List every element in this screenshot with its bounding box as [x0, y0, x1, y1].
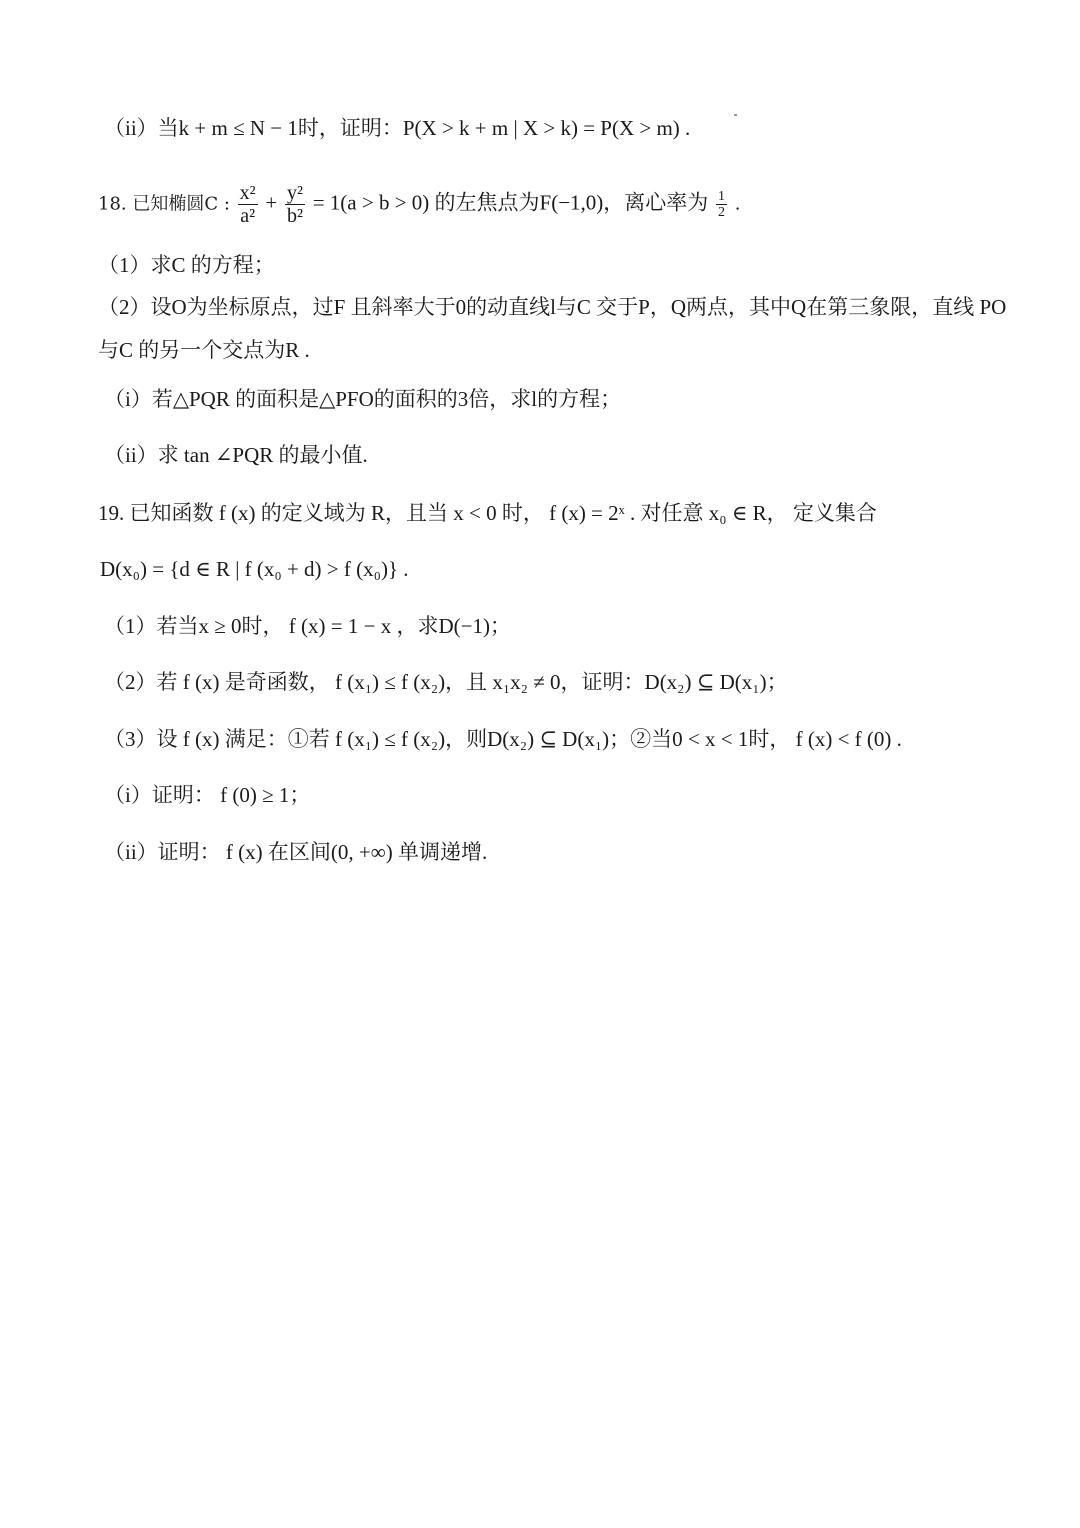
plus-sign: + — [265, 190, 278, 215]
q19-stem-text: 19. 已知函数 f (x) 的定义域为 R，且当 x < 0 时， f (x) = 2ˣ . 对任意 x₀ ∈ R， 定义集合 — [98, 501, 877, 525]
fraction-x2-a2 — [238, 182, 258, 227]
q19-part-1 — [0, 611, 1080, 643]
half-denominator: 2 — [718, 205, 726, 220]
q18-part-2-text: （2）设O为坐标原点，过F 且斜率大于0的动直线l与C 交于P，Q两点，其中Q在第三象限，直线 PO — [98, 295, 1007, 319]
q18-part-2-i-text: （i）若△PQR 的面积是△PFO的面积的3倍，求l的方程； — [104, 387, 622, 411]
fraction-y2-b2 — [285, 182, 305, 227]
q18-part-2 — [0, 292, 1080, 324]
q19-part-3-text: （3）设 f (x) 满足：①若 f (x₁) ≤ f (x₂)，则D(x₂) ⊆ D(x₁)；②当0 < x < 1时， f (x) < f (0) . — [104, 727, 902, 751]
half-numerator: 1 — [718, 189, 726, 204]
q18-part-2-cont — [0, 335, 1080, 367]
q19-part-3-ii — [0, 837, 1080, 869]
q18-prefix: 18. 已知椭圆C : — [98, 193, 230, 215]
q18-part-1 — [0, 250, 1080, 282]
q19-part-3-i — [0, 780, 1080, 812]
q19-set-definition-text: D(x₀) = {d ∈ R | f (x₀ + d) > f (x₀)} . — [100, 557, 409, 581]
q19-stem — [0, 498, 1080, 530]
q19-part-3 — [0, 724, 1080, 756]
q19-part-3-i-text: （i）证明： f (0) ≥ 1； — [104, 783, 311, 807]
q18-part-2-ii-text: （ii）求 tan ∠PQR 的最小值. — [104, 443, 368, 467]
fraction-b2: b² — [286, 205, 303, 227]
q19-part-3-ii-text: （ii）证明： f (x) 在区间(0, +∞) 单调递增. — [104, 840, 488, 864]
q18-condition: = 1(a > b > 0) 的左焦点为F(−1,0)，离心率为 — [312, 190, 709, 215]
fraction-y2: y² — [286, 182, 303, 204]
q18-part-2-cont-text: 与C 的另一个交点为R . — [98, 338, 310, 362]
q19-part-2-text: （2）若 f (x) 是奇函数， f (x₁) ≤ f (x₂)，且 x₁x₂ ≠ 0，证明：D(x₂) ⊆ D(x₁)； — [104, 670, 788, 694]
q17-part-ii — [0, 113, 1080, 145]
q18-part-2-i — [0, 384, 1080, 416]
q18-part-1-text: （1）求C 的方程； — [98, 253, 275, 277]
q19-part-2 — [0, 667, 1080, 699]
q18-period: . — [734, 193, 741, 215]
q17-part-ii-text: （ii）当k + m ≤ N − 1时，证明：P(X > k + m | X > k) = P(X > m) . — [104, 116, 691, 140]
q19-set-definition — [0, 554, 1080, 586]
fraction-a2: a² — [240, 205, 256, 227]
fraction-one-half — [716, 189, 727, 220]
q18-part-2-ii — [0, 440, 1080, 472]
q18-stem — [0, 182, 1080, 232]
q19-part-1-text: （1）若当x ≥ 0时， f (x) = 1 − x ，求D(−1)； — [104, 614, 511, 638]
fraction-x2: x² — [239, 182, 256, 204]
